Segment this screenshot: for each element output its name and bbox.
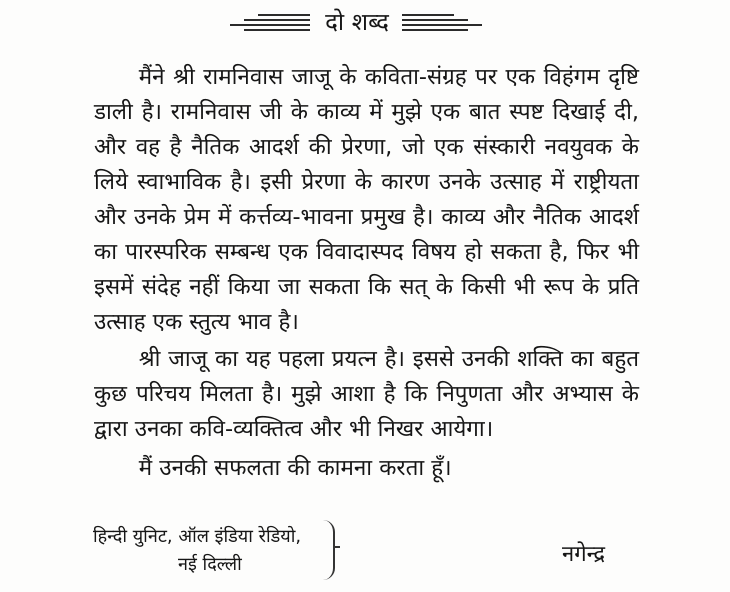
paragraph-3: मैं उनकी सफलता की कामना करता हूँ। xyxy=(138,455,452,481)
signature: नगेन्द्र xyxy=(562,542,606,567)
title-area xyxy=(0,6,730,40)
main-text xyxy=(94,60,639,486)
title-left-decoration xyxy=(230,14,310,32)
title-right-decoration xyxy=(402,14,482,32)
address-block xyxy=(93,523,323,579)
address-line-2: नई दिल्ली xyxy=(178,554,242,575)
paragraph-2: श्री जाजू का यह पहला प्रयत्न है। इससे उनकी शक्ति का बहुत कुछ परिचय मिलता है। मुझे आशा है कि निपुणता और अभ्यास के द्वारा उनका कवि-व्यक्तित्व और भी निखर आयेगा। xyxy=(94,346,639,442)
address-brace xyxy=(323,520,335,580)
page-title: दो शब्द xyxy=(325,8,389,36)
paragraph-1: मैंने श्री रामनिवास जाजू के कविता-संग्रह पर एक विहंगम दृष्टि डाली है। रामनिवास जी के काव्य में मुझे एक बात स्पष्ट दिखाई दी, और वह है नैतिक आदर्श की प्रेरणा, जो एक संस्कारी नवयुवक के लिये स्वाभाविक है। इसी प्रेरणा के कारण उनके उत्साह में राष्ट्रीयता और उनके प्रेम में कर्त्तव्य-भावना प्रमुख है। काव्य और नैतिक आदर्श का पारस्परिक सम्बन्ध एक विवादास्पद विषय हो सकता है, फिर भी इसमें संदेह नहीं किया जा सकता कि सत् के किसी भी रूप के प्रति उत्साह एक स्तुत्य भाव है। xyxy=(94,64,639,335)
address-line-1: हिन्दी युनिट, ऑल इंडिया रेडियो, xyxy=(93,526,302,547)
